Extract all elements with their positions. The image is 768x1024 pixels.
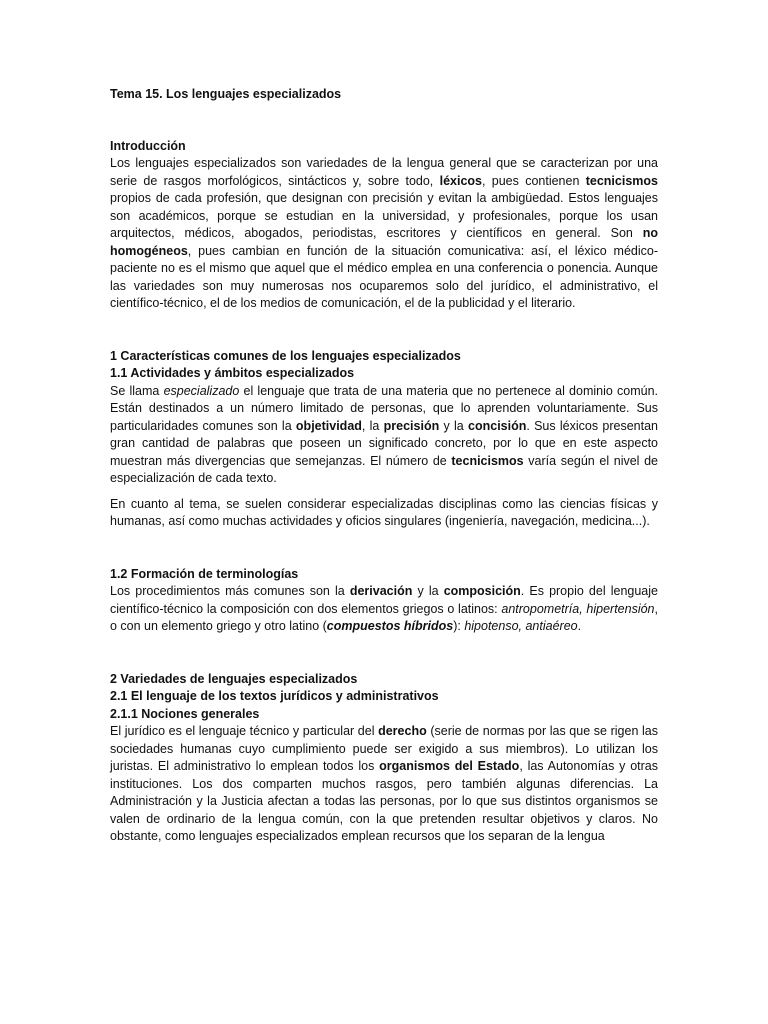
emphasis-text: tecnicismos	[451, 453, 524, 468]
emphasis-text: compuestos híbridos	[326, 619, 454, 633]
emphasis-text: no homogéneos	[110, 226, 658, 258]
emphasis-text: objetividad	[295, 418, 362, 433]
spacer	[110, 531, 658, 566]
emphasis-text: derivación	[349, 584, 413, 598]
emphasis-text: hipotenso, antiaéreo	[464, 619, 578, 633]
paragraph	[110, 496, 658, 531]
spacer	[110, 636, 658, 671]
spacer	[110, 313, 658, 348]
emphasis-text: tecnicismos	[585, 173, 658, 188]
text-run: . Sus léxicos presentan gran cantidad de palabras que poseen un significado concreto, por lo que en este aspecto muestran más divergencias que semejanzas. El número de	[110, 418, 658, 468]
paragraph	[110, 155, 658, 313]
text-run: Se llama	[110, 383, 164, 398]
text-run: , o con un elemento griego y otro latino (	[110, 601, 658, 633]
emphasis-text: léxicos	[439, 173, 482, 188]
emphasis-text: composición	[443, 584, 521, 598]
section-heading: 1 Características comunes de los lenguajes especializados	[110, 348, 461, 363]
emphasis-text: antropometría, hipertensión	[501, 601, 655, 616]
paragraph	[110, 723, 658, 846]
section-heading: Introducción	[110, 138, 186, 153]
text-run: y la	[439, 418, 469, 433]
text-run: , la	[361, 418, 384, 433]
text-run: , pues cambian en función de la situación comunicativa: así, el léxico médico-paciente no es el mismo que aquel que el médico emplea en una conferencia o ponencia. Aunque las variedades son muy numerosas nos ocuparemos solo del jurídico, el administrativo, el científico-técnico, el de los medios de comunicación, el de la publicidad y el literario.	[110, 243, 658, 310]
spacer	[110, 488, 658, 496]
document-body	[110, 86, 658, 846]
text-run: y la	[412, 584, 444, 598]
text-run: . Es propio del lenguaje científico-técnico la composición con dos elementos griegos o latinos:	[110, 584, 658, 616]
paragraph	[110, 583, 658, 636]
text-run: El jurídico es el lenguaje técnico y particular del	[110, 724, 379, 738]
text-run: En cuanto al tema, se suelen considerar especializadas disciplinas como las ciencias físicas y humanas, así como muchas actividades y oficios singulares (ingeniería, navegación, medicina...).	[110, 496, 658, 528]
emphasis-text: concisión	[468, 418, 527, 433]
section-heading: 2 Variedades de lenguajes especializados	[110, 671, 358, 686]
text-run: .	[577, 619, 582, 633]
emphasis-text: organismos del Estado	[379, 759, 520, 773]
text-run: Los procedimientos más comunes son la	[110, 584, 350, 598]
emphasis-text: especializado	[163, 383, 240, 398]
section-heading: 1.2 Formación de terminologías	[110, 566, 299, 581]
text-run: Los lenguajes especializados son variedades de la lengua general que se caracterizan por una serie de rasgos morfológicos, sintácticos y, sobre todo,	[110, 156, 658, 188]
text-run: , las Autonomías y otras instituciones. Los dos comparten muchos rasgos, pero también algunas diferencias. La Administración y la Justicia afectan a todas las personas, por lo que sus distintos organismos se valen de ordinario de la lengua común, con la que pretenden resultar objetivos y claros. No obstante, como lenguajes especializados emplean recursos que los separan de la lengua	[110, 759, 659, 843]
emphasis-text: derecho	[378, 724, 427, 738]
section-heading: 1.1 Actividades y ámbitos especializados	[110, 366, 355, 380]
text-run: el lenguaje que trata de una materia que no pertenece al dominio común. Están destinados a un número limitado de personas, que lo aprenden voluntariamente. Sus particularidades comunes son la	[110, 383, 658, 433]
emphasis-text: precisión	[383, 418, 440, 433]
text-run: (serie de normas por las que se rigen las sociedades humanas cuyo cumplimiento puede ser exigido a sus miembros). Lo utilizan los juristas. El administrativo lo emplean todos los	[110, 724, 658, 773]
text-run: , pues contienen	[481, 173, 586, 188]
text-run: varía según el nivel de especialización de cada texto.	[110, 453, 658, 485]
section-heading: 2.1 El lenguaje de los textos jurídicos y administrativos	[110, 689, 439, 703]
text-run: propios de cada profesión, que designan con precisión y evitan la ambigüedad. Estos lenguajes son académicos, porque se estudian en la universidad, y profesionales, porque los usan arquitectos, médicos, abogados, periodistas, escritores y científicos en general. Son	[110, 191, 658, 240]
spacer	[110, 104, 658, 138]
page-title: Tema 15. Los lenguajes especializados	[110, 87, 342, 101]
paragraph	[110, 383, 658, 488]
section-heading: 2.1.1 Nociones generales	[110, 706, 260, 721]
text-run: ):	[453, 619, 465, 633]
